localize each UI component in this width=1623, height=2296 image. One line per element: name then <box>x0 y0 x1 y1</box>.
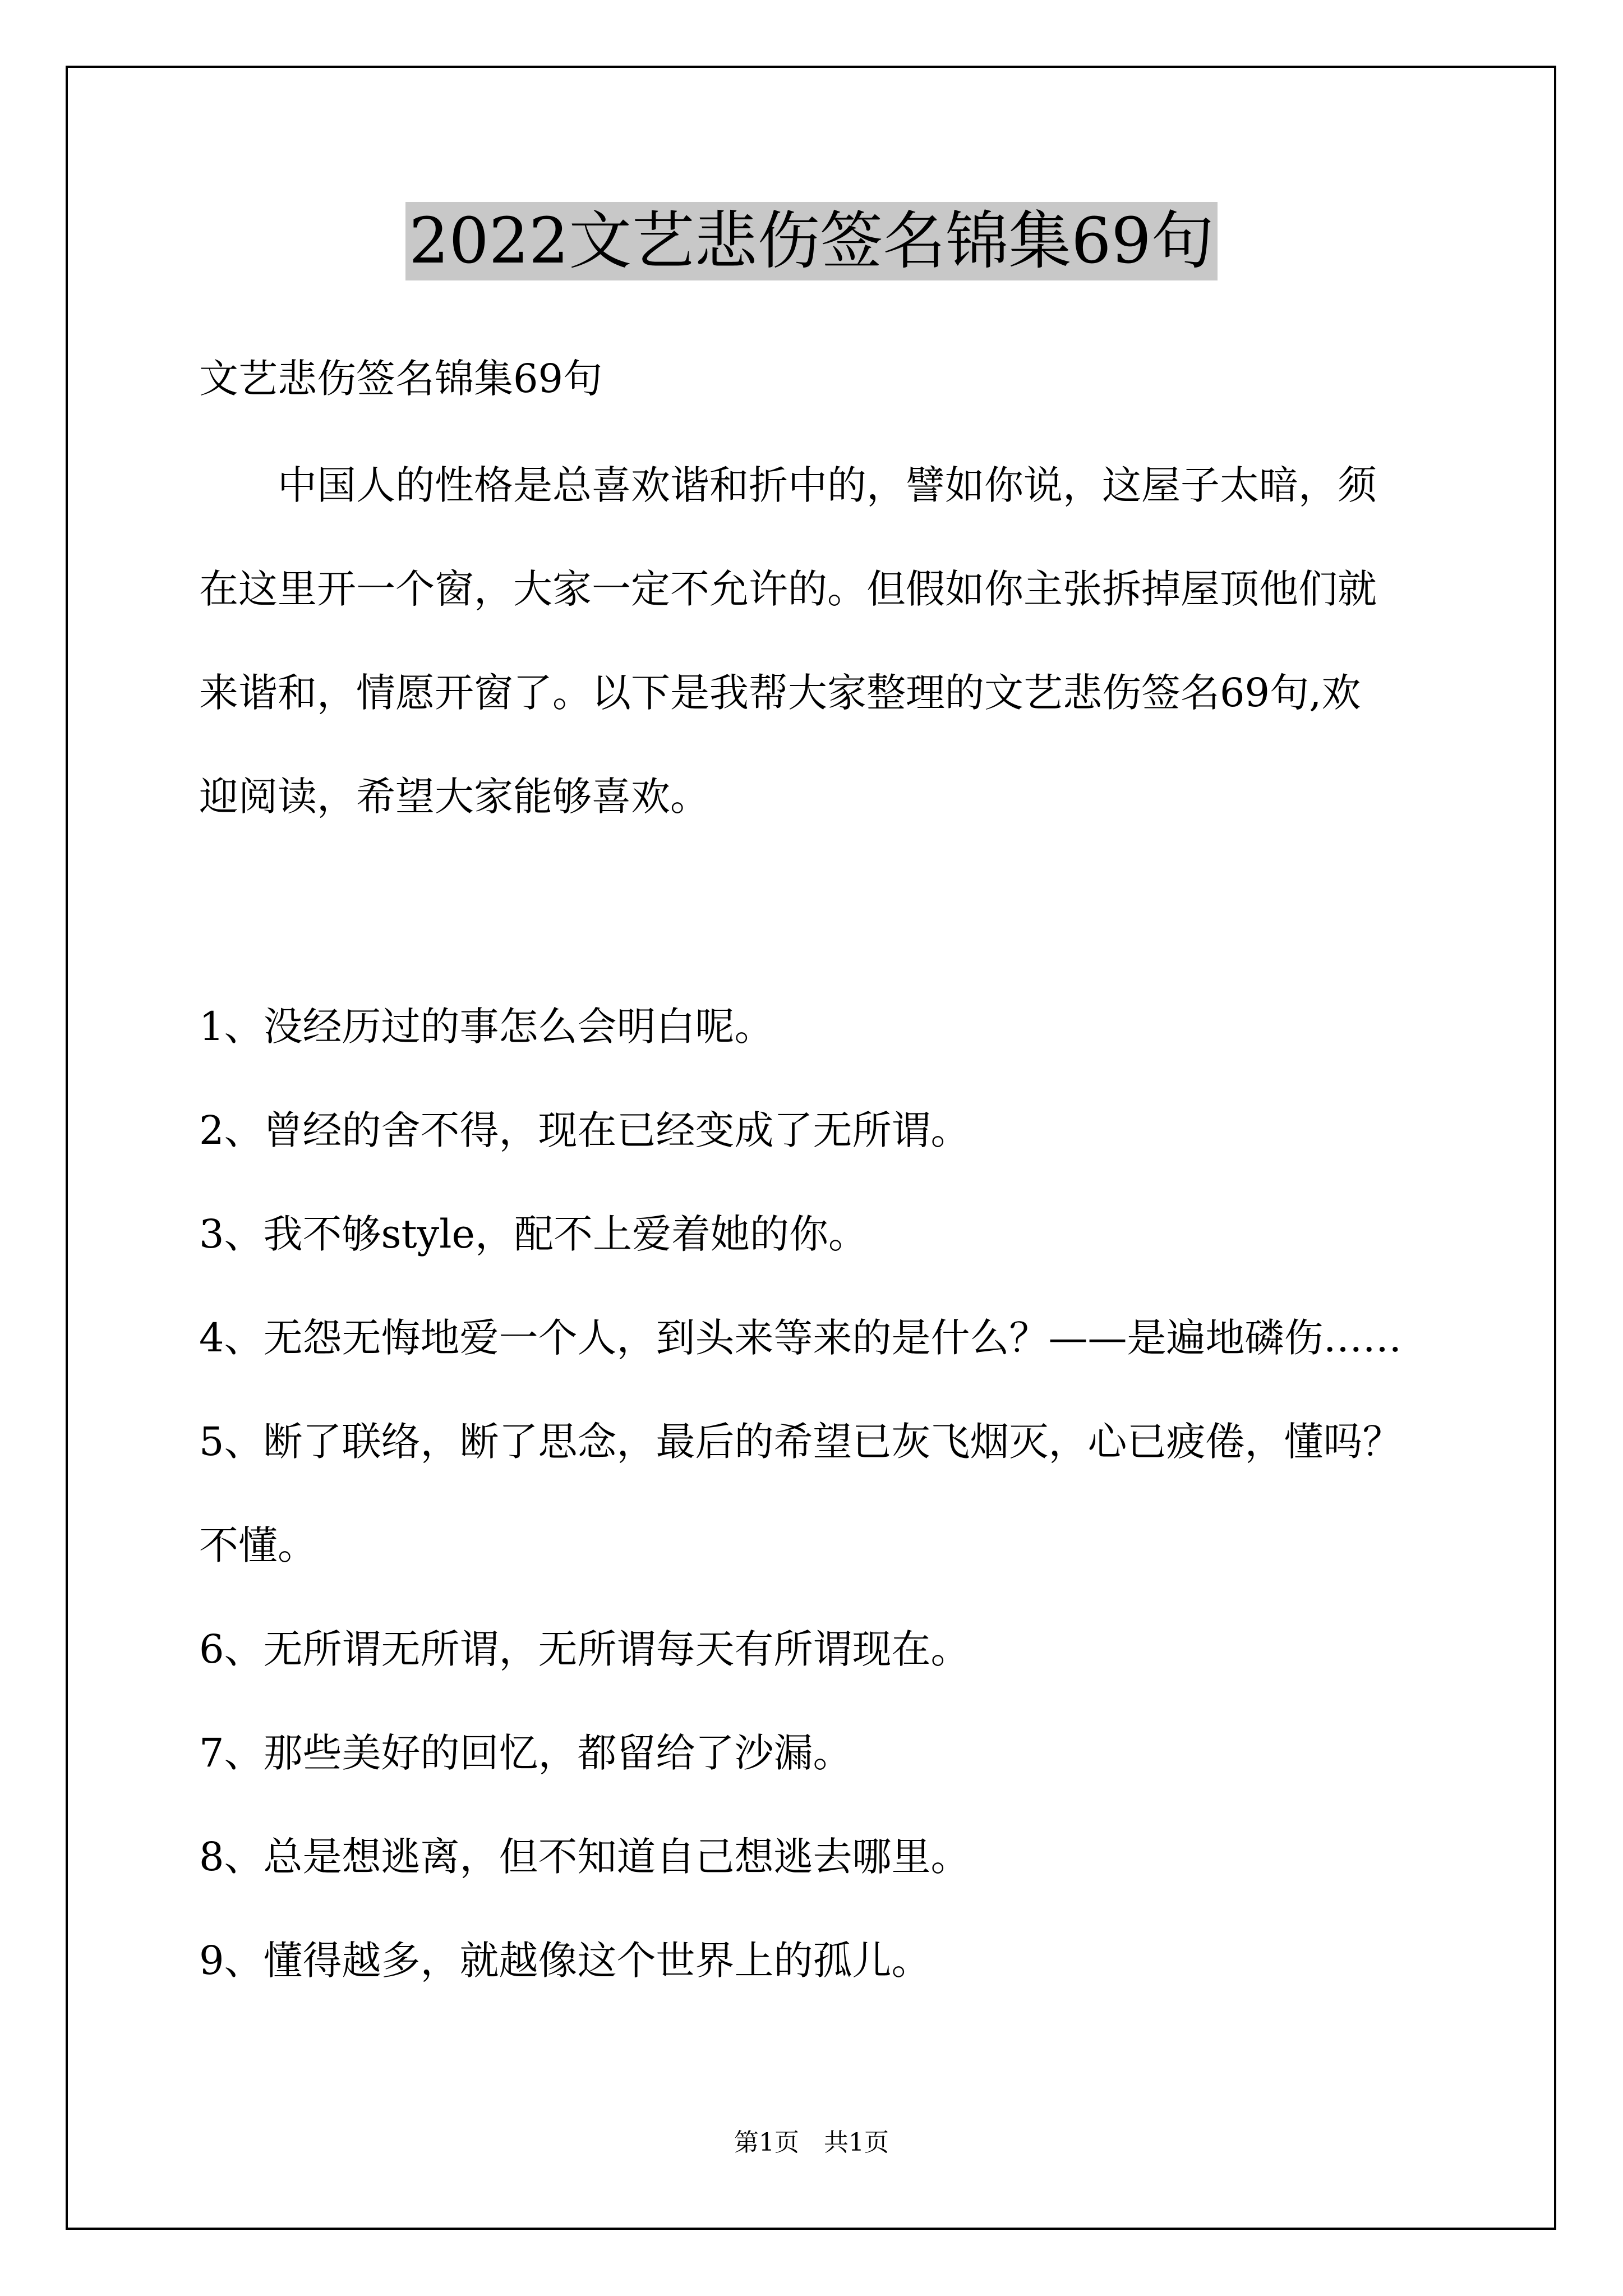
intro-line: 中国人的性格是总喜欢谐和折中的，譬如你说，这屋子太暗，须 <box>199 462 1377 508</box>
intro-line: 在这里开一个窗，大家一定不允许的。但假如你主张拆掉屋顶他们就 <box>199 566 1377 612</box>
list-item: 4、无怨无悔地爱一个人，到头来等来的是什么？——是遍地磷伤…… <box>199 1315 1402 1361</box>
list-item: 8、总是想逃离，但不知道自己想逃去哪里。 <box>199 1834 970 1880</box>
page-footer: 第1页 共1页 <box>734 2128 889 2157</box>
list-item: 3、我不够style，配不上爱着她的你。 <box>199 1211 868 1257</box>
list-item: 7、那些美好的回忆，都留给了沙漏。 <box>199 1730 852 1776</box>
title-container <box>0 202 1623 280</box>
list-item: 9、懂得越多，就越像这个世界上的孤儿。 <box>199 1938 931 1984</box>
document-title[interactable]: 2022文艺悲伤签名锦集69句 <box>405 202 1218 280</box>
subtitle: 文艺悲伤签名锦集69句 <box>199 356 603 402</box>
list-item: 2、曾经的舍不得，现在已经变成了无所谓。 <box>199 1107 970 1153</box>
list-item: 6、无所谓无所谓，无所谓每天有所谓现在。 <box>199 1626 970 1672</box>
intro-line: 迎阅读，希望大家能够喜欢。 <box>199 774 709 820</box>
list-item: 不懂。 <box>199 1522 317 1568</box>
intro-line: 来谐和，情愿开窗了。以下是我帮大家整理的文艺悲伤签名69句,欢 <box>199 670 1361 716</box>
list-item: 5、断了联络，断了思念，最后的希望已灰飞烟灭，心已疲倦，懂吗？ <box>199 1419 1402 1465</box>
list-item: 1、没经历过的事怎么会明白呢。 <box>199 1004 774 1050</box>
